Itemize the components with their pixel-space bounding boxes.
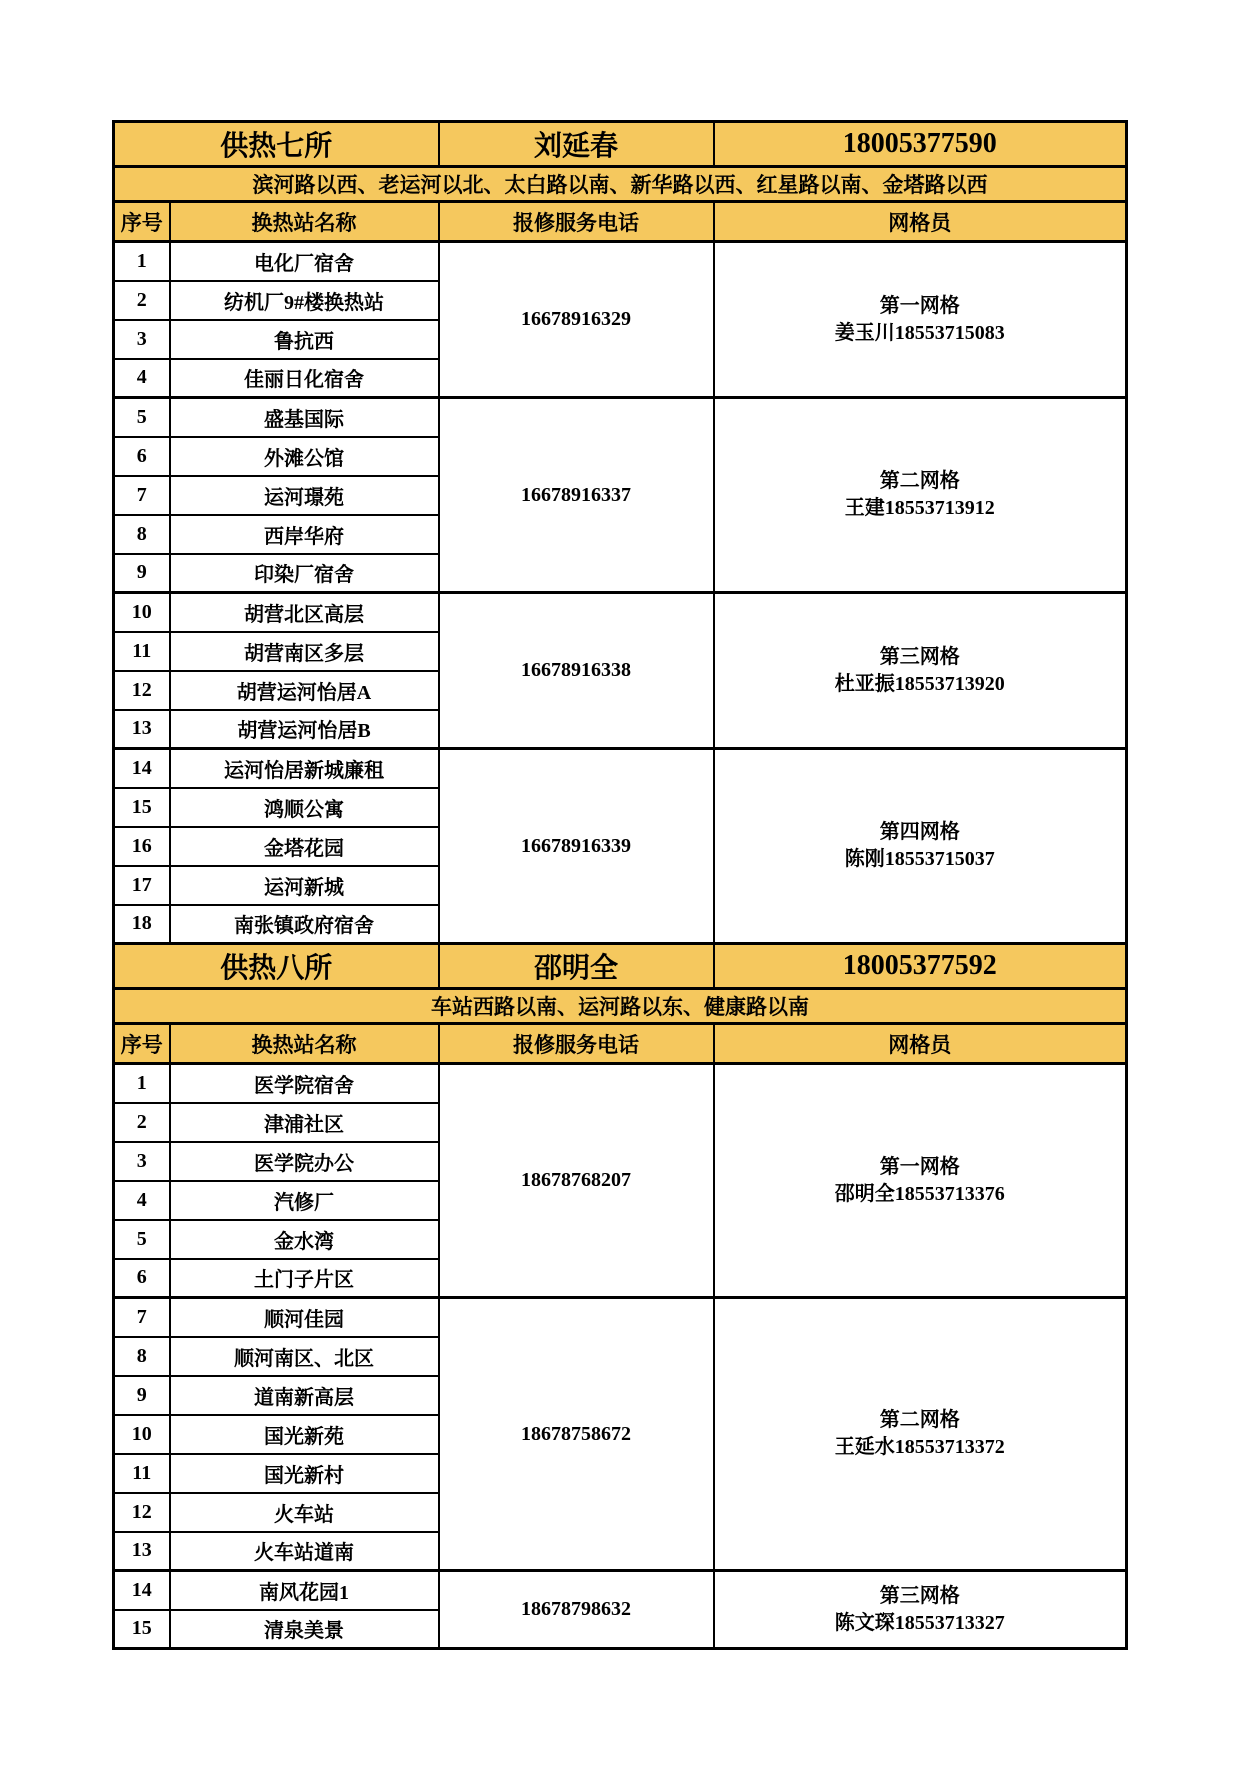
grid-worker-cell bbox=[714, 593, 1127, 749]
seq-cell: 9 bbox=[114, 554, 170, 593]
office-title-cell: 供热七所 bbox=[114, 122, 439, 167]
station-name-cell: 运河新城 bbox=[170, 866, 439, 905]
column-header-cell: 报修服务电话 bbox=[439, 1024, 714, 1064]
seq-cell: 2 bbox=[114, 281, 170, 320]
station-name-cell: 胡营北区高层 bbox=[170, 593, 439, 632]
grid-worker-contact-line: 王建18553713912 bbox=[844, 497, 995, 519]
grid-name-line: 第二网格 bbox=[879, 1409, 960, 1431]
service-phone-cell: 18678768207 bbox=[439, 1064, 714, 1298]
seq-cell: 10 bbox=[114, 1415, 170, 1454]
station-name-cell: 国光新村 bbox=[170, 1454, 439, 1493]
seq-cell: 3 bbox=[114, 1142, 170, 1181]
station-name-cell: 胡营南区多层 bbox=[170, 632, 439, 671]
coverage-area-cell: 车站西路以南、运河路以东、健康路以南 bbox=[114, 989, 1127, 1024]
station-name-cell: 西岸华府 bbox=[170, 515, 439, 554]
seq-cell: 15 bbox=[114, 788, 170, 827]
station-name-cell: 外滩公馆 bbox=[170, 437, 439, 476]
seq-cell: 11 bbox=[114, 632, 170, 671]
seq-cell: 6 bbox=[114, 437, 170, 476]
seq-cell: 15 bbox=[114, 1610, 170, 1649]
station-name-cell: 医学院办公 bbox=[170, 1142, 439, 1181]
seq-cell: 10 bbox=[114, 593, 170, 632]
station-name-cell: 电化厂宿舍 bbox=[170, 242, 439, 281]
column-header-row bbox=[114, 1024, 1127, 1064]
seq-cell: 8 bbox=[114, 1337, 170, 1376]
station-name-cell: 鸿顺公寓 bbox=[170, 788, 439, 827]
grid-worker-cell bbox=[714, 242, 1127, 398]
station-name-cell: 金塔花园 bbox=[170, 827, 439, 866]
column-header-cell: 网格员 bbox=[714, 1024, 1127, 1064]
station-row bbox=[114, 398, 1127, 437]
coverage-row bbox=[114, 167, 1127, 202]
column-header-cell: 网格员 bbox=[714, 202, 1127, 242]
seq-cell: 8 bbox=[114, 515, 170, 554]
station-row bbox=[114, 1571, 1127, 1610]
grid-worker-cell bbox=[714, 749, 1127, 944]
column-header-cell: 换热站名称 bbox=[170, 1024, 439, 1064]
station-table-body bbox=[114, 122, 1127, 1649]
station-name-cell: 火车站道南 bbox=[170, 1532, 439, 1571]
grid-name-line: 第一网格 bbox=[879, 294, 960, 317]
service-phone-cell: 18678798632 bbox=[439, 1571, 714, 1649]
seq-cell: 1 bbox=[114, 242, 170, 281]
station-name-cell: 盛基国际 bbox=[170, 398, 439, 437]
manager-phone-cell: 18005377590 bbox=[714, 122, 1127, 167]
station-row bbox=[114, 749, 1127, 788]
station-name-cell: 道南新高层 bbox=[170, 1376, 439, 1415]
seq-cell: 17 bbox=[114, 866, 170, 905]
grid-name-line: 第一网格 bbox=[879, 1155, 960, 1178]
office-title-cell: 供热八所 bbox=[114, 944, 439, 989]
station-name-cell: 运河怡居新城廉租 bbox=[170, 749, 439, 788]
heating-station-table bbox=[112, 120, 1128, 1650]
grid-worker-cell bbox=[714, 1571, 1127, 1649]
station-name-cell: 运河璟苑 bbox=[170, 476, 439, 515]
station-row bbox=[114, 1064, 1127, 1103]
station-name-cell: 顺河佳园 bbox=[170, 1298, 439, 1337]
section-title-row bbox=[114, 944, 1127, 989]
seq-cell: 5 bbox=[114, 1220, 170, 1259]
manager-name-cell: 刘延春 bbox=[439, 122, 714, 167]
seq-cell: 3 bbox=[114, 320, 170, 359]
seq-cell: 13 bbox=[114, 710, 170, 749]
seq-cell: 7 bbox=[114, 476, 170, 515]
coverage-row bbox=[114, 989, 1127, 1024]
station-name-cell: 顺河南区、北区 bbox=[170, 1337, 439, 1376]
seq-cell: 11 bbox=[114, 1454, 170, 1493]
grid-name-line: 第四网格 bbox=[879, 821, 960, 843]
grid-worker-contact-line: 陈文琛18553713327 bbox=[834, 1611, 1005, 1634]
station-name-cell: 胡营运河怡居B bbox=[170, 710, 439, 749]
seq-cell: 13 bbox=[114, 1532, 170, 1571]
grid-worker-contact-line: 邵明全18553713376 bbox=[834, 1182, 1005, 1205]
seq-cell: 5 bbox=[114, 398, 170, 437]
station-name-cell: 土门子片区 bbox=[170, 1259, 439, 1298]
column-header-row bbox=[114, 202, 1127, 242]
station-name-cell: 汽修厂 bbox=[170, 1181, 439, 1220]
seq-cell: 14 bbox=[114, 1571, 170, 1610]
grid-worker-contact-line: 姜玉川18553715083 bbox=[834, 321, 1005, 344]
station-row bbox=[114, 1298, 1127, 1337]
seq-cell: 7 bbox=[114, 1298, 170, 1337]
manager-phone-cell: 18005377592 bbox=[714, 944, 1127, 989]
seq-cell: 14 bbox=[114, 749, 170, 788]
station-name-cell: 印染厂宿舍 bbox=[170, 554, 439, 593]
station-name-cell: 津浦社区 bbox=[170, 1103, 439, 1142]
grid-worker-cell bbox=[714, 398, 1127, 593]
seq-cell: 4 bbox=[114, 1181, 170, 1220]
coverage-area-cell: 滨河路以西、老运河以北、太白路以南、新华路以西、红星路以南、金塔路以西 bbox=[114, 167, 1127, 202]
grid-worker-contact-line: 杜亚振18553713920 bbox=[834, 672, 1005, 695]
service-phone-cell: 16678916338 bbox=[439, 593, 714, 749]
station-name-cell: 国光新苑 bbox=[170, 1415, 439, 1454]
station-name-cell: 佳丽日化宿舍 bbox=[170, 359, 439, 398]
seq-cell: 6 bbox=[114, 1259, 170, 1298]
grid-worker-cell bbox=[714, 1298, 1127, 1571]
grid-worker-contact-line: 王延水18553713372 bbox=[834, 1436, 1005, 1458]
grid-worker-contact-line: 陈刚18553715037 bbox=[844, 848, 995, 870]
station-row bbox=[114, 242, 1127, 281]
grid-name-line: 第二网格 bbox=[879, 470, 960, 492]
station-name-cell: 南张镇政府宿舍 bbox=[170, 905, 439, 944]
column-header-cell: 序号 bbox=[114, 1024, 170, 1064]
seq-cell: 9 bbox=[114, 1376, 170, 1415]
column-header-cell: 序号 bbox=[114, 202, 170, 242]
seq-cell: 18 bbox=[114, 905, 170, 944]
seq-cell: 4 bbox=[114, 359, 170, 398]
seq-cell: 12 bbox=[114, 1493, 170, 1532]
column-header-cell: 报修服务电话 bbox=[439, 202, 714, 242]
section-title-row bbox=[114, 122, 1127, 167]
grid-worker-cell bbox=[714, 1064, 1127, 1298]
station-row bbox=[114, 593, 1127, 632]
station-name-cell: 金水湾 bbox=[170, 1220, 439, 1259]
station-name-cell: 清泉美景 bbox=[170, 1610, 439, 1649]
column-header-cell: 换热站名称 bbox=[170, 202, 439, 242]
service-phone-cell: 16678916337 bbox=[439, 398, 714, 593]
station-name-cell: 南风花园1 bbox=[170, 1571, 439, 1610]
manager-name-cell: 邵明全 bbox=[439, 944, 714, 989]
seq-cell: 2 bbox=[114, 1103, 170, 1142]
station-name-cell: 鲁抗西 bbox=[170, 320, 439, 359]
seq-cell: 1 bbox=[114, 1064, 170, 1103]
seq-cell: 16 bbox=[114, 827, 170, 866]
station-name-cell: 火车站 bbox=[170, 1493, 439, 1532]
station-name-cell: 胡营运河怡居A bbox=[170, 671, 439, 710]
service-phone-cell: 16678916329 bbox=[439, 242, 714, 398]
grid-name-line: 第三网格 bbox=[879, 645, 960, 668]
service-phone-cell: 16678916339 bbox=[439, 749, 714, 944]
station-name-cell: 纺机厂9#楼换热站 bbox=[170, 281, 439, 320]
seq-cell: 12 bbox=[114, 671, 170, 710]
service-phone-cell: 18678758672 bbox=[439, 1298, 714, 1571]
grid-name-line: 第三网格 bbox=[879, 1584, 960, 1607]
station-name-cell: 医学院宿舍 bbox=[170, 1064, 439, 1103]
